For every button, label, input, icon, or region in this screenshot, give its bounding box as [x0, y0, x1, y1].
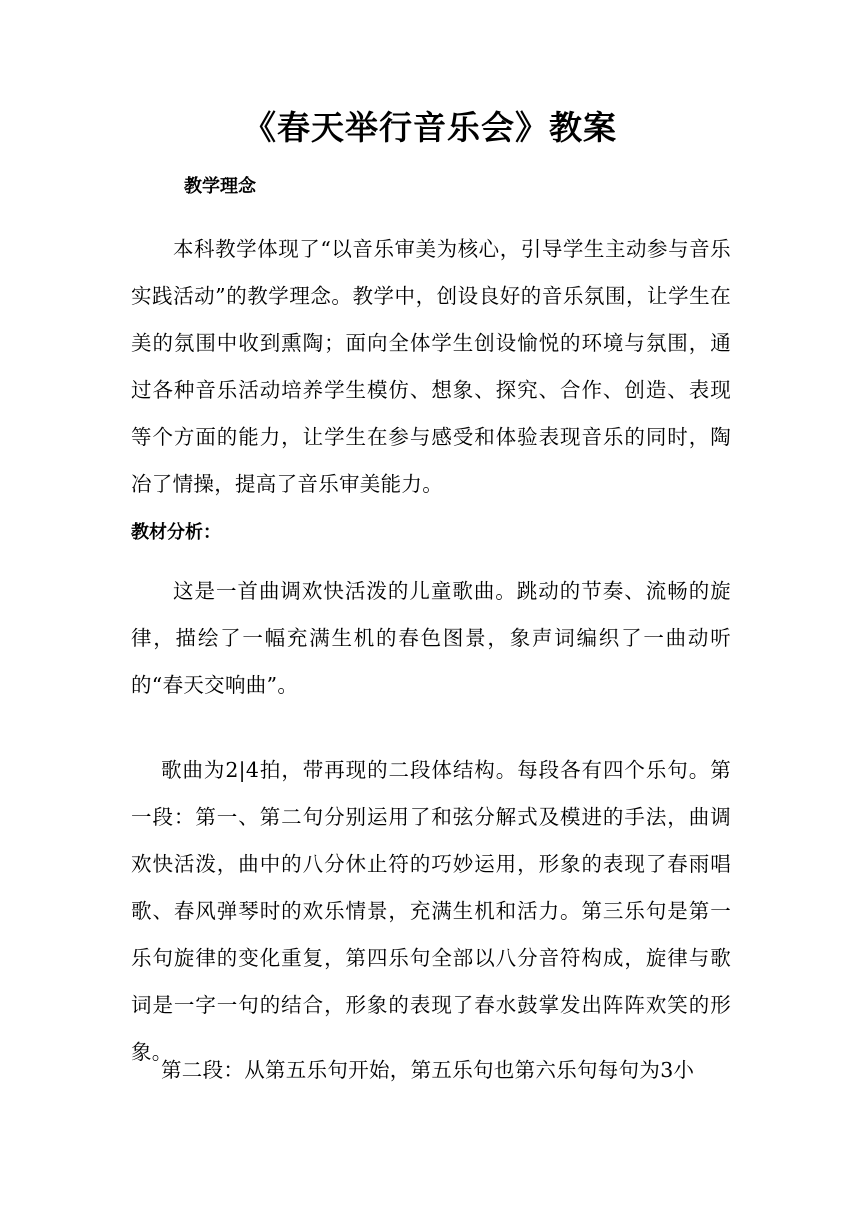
paragraph-second-section: 第二段：从第五乐句开始，第五乐句也第六乐句每句为3小	[161, 1058, 695, 1082]
paragraph-teaching-concept: 本科教学体现了“以音乐审美为核心，引导学生主动参与音乐实践活动”的教学理念。教学中，创设良好的音乐氛围，让学生在美的氛围中收到熏陶；面向全体学生创设愉悦的环境与氛围，通过各种音乐活动培养学生模仿、想象、探究、合作、创造、表现等个方面的能力，让学生在参与感受和体验表现音乐的同时，陶冶了情操，提高了音乐审美能力。	[131, 237, 731, 496]
paragraph-song-structure: 歌曲为2|4拍，带再现的二段体结构。每段各有四个乐句。第一段：第一、第二句分别运用了和弦分解式及模进的手法，曲调欢快活泼，曲中的八分休止符的巧妙运用，形象的表现了春雨唱歌、春风弹琴时的欢乐情景，充满生机和活力。第三乐句是第一乐句旋律的变化重复，第四乐句全部以八分音符构成，旋律与歌词是一字一句的结合，形象的表现了春水鼓掌发出阵阵欢笑的形象。	[131, 758, 731, 1064]
document-title: 《春天举行音乐会》教案	[243, 108, 617, 147]
paragraph-song-description: 这是一首曲调欢快活泼的儿童歌曲。跳动的节奏、流畅的旋律，描绘了一幅充满生机的春色图景，象声词编织了一曲动听的“春天交响曲”。	[131, 579, 731, 697]
section-heading-teaching-concept: 教学理念	[184, 176, 256, 197]
section-heading-material-analysis: 教材分析：	[131, 522, 221, 543]
